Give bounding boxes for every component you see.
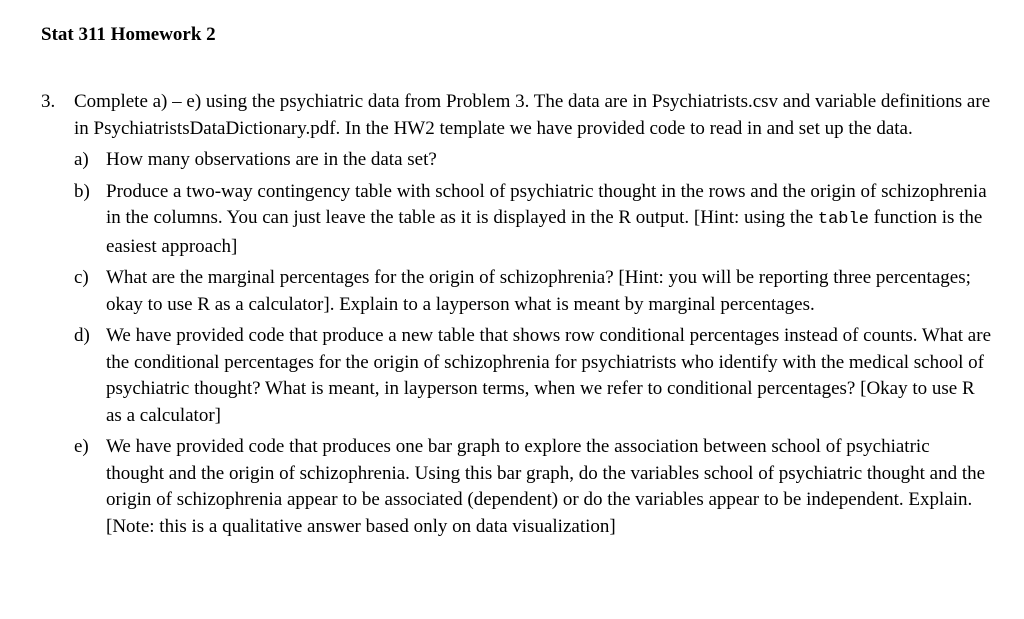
problem-intro: Complete a) – e) using the psychiatric data from Problem 3. The data are in Psychiatrists.csv and variable definitions are in PsychiatristsDataDictionary.pdf. In the HW2 template we have provided code to read in and set up the data.: [74, 91, 991, 139]
problem-body: [74, 89, 991, 540]
part-text-before-code: Produce a two-way contingency table with school of psychiatric thought in the rows and the origin of schizophrenia in the columns. You can just leave the table as it is displayed in the R output. [Hint: using the: [106, 180, 987, 228]
part-a: [74, 147, 991, 174]
part-text-after-code: function is the easiest approach]: [106, 207, 983, 257]
part-text: What are the marginal percentages for the origin of schizophrenia? [Hint: you will be reporting three percentages; okay to use R as a calculator]. Explain to a layperson what is meant by marginal percentages.: [106, 267, 971, 315]
part-letter: a): [74, 149, 89, 170]
problem-3: [41, 89, 991, 545]
part-b: [74, 179, 991, 261]
part-c: [74, 265, 991, 318]
part-letter: e): [74, 436, 89, 457]
document-title: Stat 311 Homework 2: [41, 24, 216, 45]
problem-number: 3.: [41, 91, 56, 112]
part-e: [74, 434, 991, 540]
part-text: We have provided code that produce a new table that shows row conditional percentages instead of counts. What are the conditional percentages for the origin of schizophrenia for psychiatrists who identify with the medical school of psychiatric thought? What is meant, in layperson terms, when we refer to conditional percentages? [Okay to use R as a calculator]: [106, 325, 992, 426]
part-text: How many observations are in the data set?: [106, 149, 437, 170]
part-text: We have provided code that produces one bar graph to explore the association between school of psychiatric thought and the origin of schizophrenia. Using this bar graph, do the variables school of psychiatric thought and the origin of schizophrenia appear to be associated (dependent) or do the variables appear to be independent. Explain. [Note: this is a qualitative answer based only on data visualization]: [106, 436, 986, 537]
problem-parts: [74, 147, 991, 540]
code-table-function: table: [817, 210, 869, 229]
part-d: [74, 323, 991, 429]
part-letter: b): [74, 180, 90, 202]
part-letter: c): [74, 267, 89, 288]
part-letter: d): [74, 325, 90, 346]
